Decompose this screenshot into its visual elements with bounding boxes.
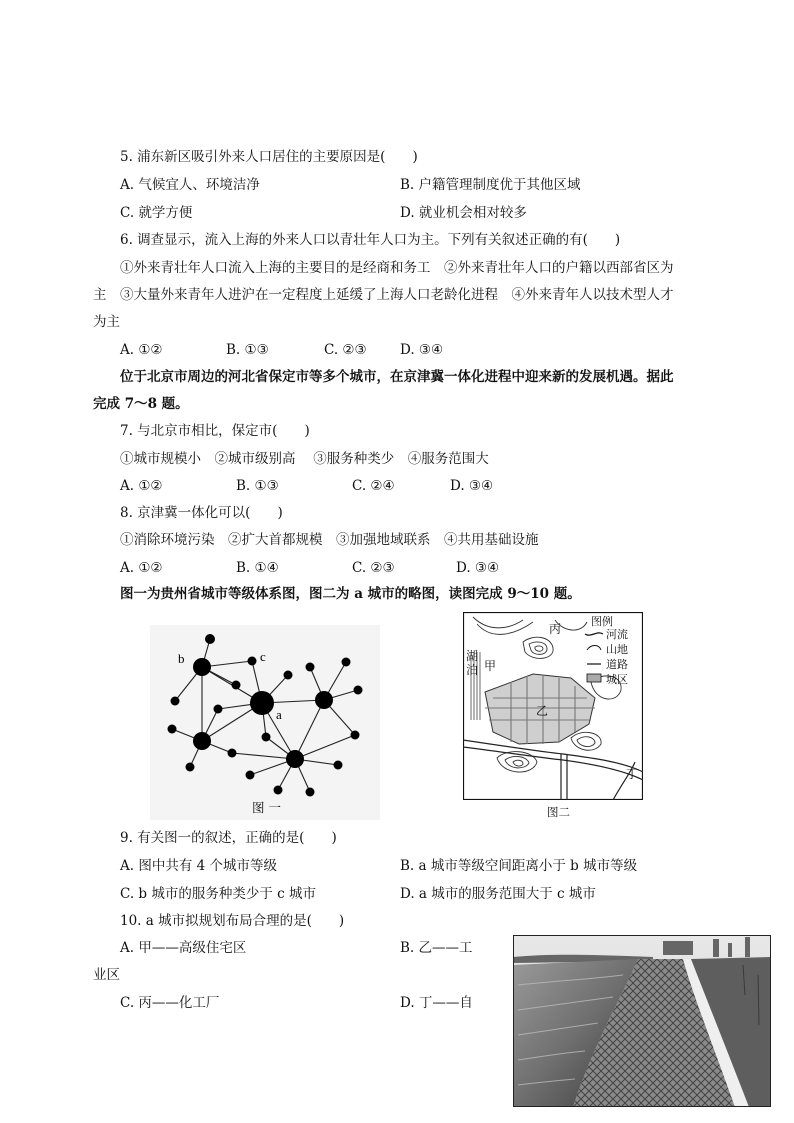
q8-option-d: D. ③④	[456, 560, 500, 576]
q8-options: ①消除环境污染 ②扩大首都规模 ③加强地域联系 ④共用基础设施	[120, 532, 539, 548]
q7-options: ①城市规模小 ②城市级别高 ③服务种类少 ④服务范围大	[120, 451, 489, 467]
legend-title: 图例	[591, 616, 613, 628]
intro-9-10: 图一为贵州省城市等级体系图，图二为 a 城市的略图，读图完成 9～10 题。	[120, 586, 581, 602]
q6-option-d: D. ③④	[400, 342, 444, 358]
intro-7-8-line1: 位于北京市周边的河北省保定市等多个城市，在京津冀一体化进程中迎来新的发展机遇。据此	[120, 369, 674, 385]
q7-stem: 7. 与北京市相比，保定市( )	[120, 423, 310, 439]
q8-option-a: A. ①②	[120, 560, 163, 576]
riverbank-photo	[513, 935, 771, 1107]
map-label-jia: 甲	[484, 659, 497, 673]
q9-option-c: C. b 城市的服务种类少于 c 城市	[120, 886, 317, 902]
q9-stem: 9. 有关图一的叙述，正确的是( )	[120, 830, 337, 846]
q6-line3: 为主	[93, 314, 120, 330]
q6-option-c: C. ②③	[324, 342, 367, 358]
q6-stem: 6. 调查显示，流入上海的外来人口以青壮年人口为主。下列有关叙述正确的有( )	[120, 232, 621, 248]
figure-2-caption: 图二	[547, 805, 570, 819]
city-label-a: a	[276, 707, 282, 722]
q10-option-b: B. 乙——工	[400, 940, 473, 956]
legend-mountain: 山地	[606, 644, 628, 656]
q6-option-a: A. ①②	[120, 342, 163, 358]
q8-stem: 8. 京津冀一体化可以( )	[120, 505, 283, 521]
q5-option-b: B. 户籍管理制度优于其他区域	[400, 177, 581, 193]
q10-option-d: D. 丁——自	[400, 995, 473, 1011]
map-label-lake2: 泊	[466, 663, 479, 677]
map-label-ding: 丁	[626, 767, 639, 781]
map-label-lake1: 湖	[466, 649, 479, 663]
q7-option-a: A. ①②	[120, 478, 163, 494]
city-label-c: c	[260, 649, 266, 664]
q5-stem: 5. 浦东新区吸引外来人口居住的主要原因是( )	[120, 149, 418, 165]
legend-city: 城区	[606, 674, 628, 686]
q9-option-b: B. a 城市等级空间距离小于 b 城市等级	[400, 858, 638, 874]
q7-option-b: B. ①③	[236, 478, 279, 494]
q10-option-b-continued: 业区	[93, 967, 120, 983]
map-label-yi: 乙	[536, 704, 549, 718]
legend-road: 道路	[606, 659, 628, 671]
q5-option-c: C. 就学方便	[120, 205, 193, 221]
figure-2-city-map	[463, 612, 643, 800]
q6-line1: ①外来青壮年人口流入上海的主要目的是经商和务工 ②外来青壮年人口的户籍以西部省区为	[120, 260, 674, 276]
q6-option-b: B. ①③	[226, 342, 269, 358]
q10-option-c: C. 丙——化工厂	[120, 995, 220, 1011]
q9-option-a: A. 图中共有 4 个城市等级	[120, 858, 278, 874]
q5-option-a: A. 气候宜人、环境洁净	[120, 177, 260, 193]
q7-option-d: D. ③④	[450, 478, 494, 494]
q8-option-b: B. ①④	[236, 560, 279, 576]
city-label-b: b	[178, 651, 185, 666]
map-label-bing: 丙	[549, 622, 562, 636]
q7-option-c: C. ②④	[352, 478, 395, 494]
figure-1-city-network	[150, 625, 380, 820]
legend-city-icon	[587, 674, 601, 682]
legend-river: 河流	[606, 629, 628, 641]
q10-stem: 10. a 城市拟规划布局合理的是( )	[120, 913, 345, 929]
q10-option-a: A. 甲——高级住宅区	[120, 940, 247, 956]
q9-option-d: D. a 城市的服务范围大于 c 城市	[400, 886, 596, 902]
q6-line2: 主 ③大量外来青年人进沪在一定程度上延缓了上海人口老龄化进程 ④外来青年人以技术型人才	[93, 287, 674, 303]
q5-option-d: D. 就业机会相对较多	[400, 205, 527, 221]
figure-1-caption: 图 一	[252, 800, 281, 815]
q8-option-c: C. ②③	[352, 560, 395, 576]
intro-7-8-line2: 完成 7～8 题。	[93, 396, 189, 412]
